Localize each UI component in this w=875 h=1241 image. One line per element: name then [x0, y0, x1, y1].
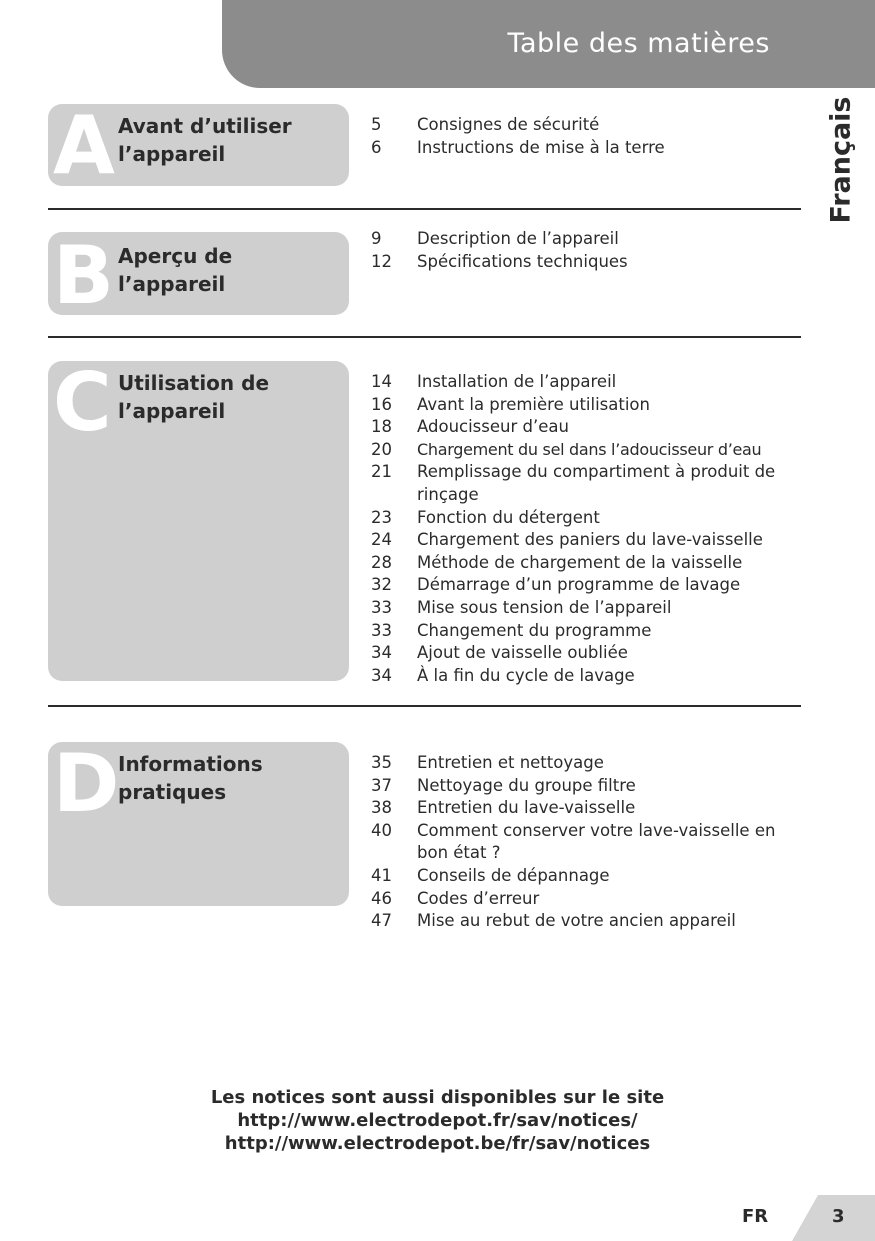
section-letter: C [53, 361, 112, 449]
section-d [48, 742, 801, 931]
toc-page: 35 [371, 753, 392, 772]
footer-notice [0, 1086, 875, 1155]
toc-entry[interactable] [371, 114, 801, 137]
toc-entry[interactable] [371, 461, 801, 506]
toc-entry[interactable] [371, 665, 801, 688]
toc-page: 16 [371, 394, 392, 414]
toc-text: Adoucisseur d’eau [417, 417, 569, 437]
toc-entry[interactable] [371, 752, 801, 775]
toc-page: 40 [371, 820, 392, 840]
toc-entry[interactable] [371, 394, 801, 417]
toc-text: Remplissage du compartiment à produit de rinçage [417, 462, 776, 504]
toc-list [371, 371, 801, 687]
footer-link-fr[interactable]: http://www.electrodepot.fr/sav/notices/ [237, 1110, 638, 1131]
toc-page: 47 [371, 911, 392, 931]
toc-entry[interactable] [371, 865, 801, 888]
toc-entry[interactable] [371, 888, 801, 911]
section-letter: B [53, 232, 114, 315]
toc-page: 33 [371, 597, 392, 617]
toc-page: 9 [371, 229, 382, 248]
toc-text: Chargement du sel dans l’adoucisseur d’eau [417, 439, 762, 459]
toc-text: Entretien et nettoyage [417, 753, 604, 772]
toc-page: 18 [371, 417, 392, 437]
toc-page: 6 [371, 137, 382, 157]
toc-text: À la fin du cycle de lavage [417, 665, 635, 685]
toc-entry[interactable] [371, 416, 801, 439]
toc-entry[interactable] [371, 529, 801, 552]
toc-page: 23 [371, 507, 392, 527]
toc-entry[interactable] [371, 137, 801, 160]
toc-text: Comment conserver votre lave-vaisselle en bon état ? [417, 820, 776, 863]
section-title: Informations pratiques [118, 752, 263, 804]
section-title: Aperçu de l’appareil [118, 244, 233, 296]
language-tab [824, 96, 858, 224]
toc-text: Instructions de mise à la terre [417, 137, 665, 157]
toc-entry[interactable] [371, 910, 801, 933]
toc-text: Mise sous tension de l’appareil [417, 597, 672, 617]
toc-page: 20 [371, 439, 392, 459]
toc-page: 34 [371, 665, 392, 685]
toc-text: Méthode de chargement de la vaisselle [417, 552, 743, 572]
toc-text: Fonction du détergent [417, 507, 600, 527]
footer-text: Les notices sont aussi disponibles sur le site [210, 1087, 665, 1108]
section-b [48, 229, 801, 315]
toc-entry[interactable] [371, 820, 801, 865]
toc-page: 34 [371, 643, 392, 663]
toc-text: Codes d’erreur [417, 888, 540, 908]
toc-page: 21 [371, 462, 392, 482]
toc-text: Spécifications techniques [417, 251, 628, 271]
section-divider [48, 705, 801, 707]
section-card [48, 104, 349, 186]
toc-text: Consignes de sécurité [417, 115, 600, 134]
toc-text: Mise au rebut de votre ancien appareil [417, 911, 736, 931]
toc-entry[interactable] [371, 642, 801, 665]
section-card [48, 232, 349, 315]
toc-text: Avant la première utilisation [417, 394, 650, 414]
section-letter: A [53, 104, 115, 186]
toc-list [371, 752, 801, 933]
section-divider [48, 208, 801, 210]
section-divider [48, 336, 801, 338]
toc-entry[interactable] [371, 574, 801, 597]
section-c [48, 361, 801, 685]
toc-entry[interactable] [371, 507, 801, 530]
toc-text: Changement du programme [417, 620, 652, 640]
toc-page: 37 [371, 775, 392, 795]
toc-text: Démarrage d’un programme de lavage [417, 575, 741, 595]
section-card [48, 742, 349, 906]
section-title: Avant d’utiliser l’appareil [118, 114, 292, 166]
toc-page: 24 [371, 530, 392, 550]
toc-entry[interactable] [371, 597, 801, 620]
toc-page: 41 [371, 865, 392, 885]
toc-page: 38 [371, 798, 392, 818]
toc-text: Entretien du lave-vaisselle [417, 798, 636, 818]
header-band [222, 0, 875, 88]
toc-page: 28 [371, 552, 392, 572]
toc-entry[interactable] [371, 371, 801, 394]
toc-entry[interactable] [371, 228, 801, 251]
language-code: FR [742, 1206, 769, 1227]
section-letter: D [53, 742, 120, 830]
page-number: 3 [832, 1206, 845, 1227]
toc-entry[interactable] [371, 775, 801, 798]
toc-entry[interactable] [371, 797, 801, 820]
toc-page: 14 [371, 372, 392, 391]
toc-text: Ajout de vaisselle oubliée [417, 643, 628, 663]
toc-page: 12 [371, 251, 392, 271]
section-a [48, 104, 801, 186]
toc-entry[interactable] [371, 620, 801, 643]
toc-text: Installation de l’appareil [417, 372, 617, 391]
toc-list [371, 114, 801, 159]
toc-entry[interactable] [371, 552, 801, 575]
toc-page: 46 [371, 888, 392, 908]
toc-page: 32 [371, 575, 392, 595]
toc-text: Conseils de dépannage [417, 865, 610, 885]
toc-text: Chargement des paniers du lave-vaisselle [417, 530, 763, 550]
toc-list [371, 228, 801, 273]
toc-page: 5 [371, 115, 382, 134]
page-title: Table des matières [507, 28, 770, 59]
section-title: Utilisation de l’appareil [118, 371, 270, 423]
footer-link-be[interactable]: http://www.electrodepot.be/fr/sav/notices [224, 1133, 651, 1154]
toc-text: Description de l’appareil [417, 229, 619, 248]
toc-text: Nettoyage du groupe filtre [417, 775, 636, 795]
language-label: Français [825, 96, 857, 224]
toc-entry[interactable] [371, 439, 801, 462]
toc-page: 33 [371, 620, 392, 640]
section-card [48, 361, 349, 681]
toc-entry[interactable] [371, 251, 801, 274]
